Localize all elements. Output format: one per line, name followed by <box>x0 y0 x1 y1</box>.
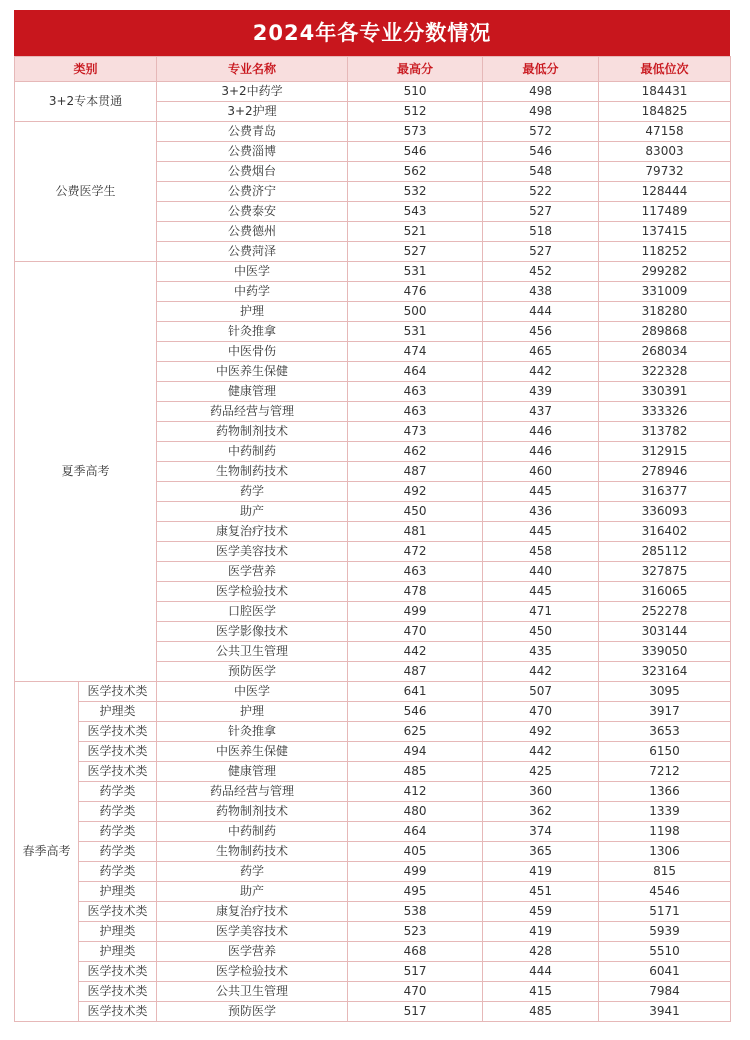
min-rank-cell: 3917 <box>599 702 731 722</box>
min-rank-cell: 289868 <box>599 322 731 342</box>
table-row <box>15 842 731 862</box>
header-category: 类别 <box>15 57 157 82</box>
subcategory-cell: 药学类 <box>79 822 157 842</box>
subcategory-cell: 药学类 <box>79 802 157 822</box>
max-score-cell: 487 <box>348 662 483 682</box>
header-min-score: 最低分 <box>483 57 599 82</box>
subcategory-cell: 药学类 <box>79 862 157 882</box>
min-rank-cell: 1198 <box>599 822 731 842</box>
min-rank-cell: 1339 <box>599 802 731 822</box>
max-score-cell: 487 <box>348 462 483 482</box>
min-rank-cell: 313782 <box>599 422 731 442</box>
subcategory-cell: 医学技术类 <box>79 762 157 782</box>
max-score-cell: 405 <box>348 842 483 862</box>
major-cell: 生物制药技术 <box>157 462 348 482</box>
min-score-cell: 437 <box>483 402 599 422</box>
max-score-cell: 462 <box>348 442 483 462</box>
major-cell: 公费德州 <box>157 222 348 242</box>
min-score-cell: 518 <box>483 222 599 242</box>
max-score-cell: 485 <box>348 762 483 782</box>
table-row <box>15 262 731 282</box>
major-cell: 3+2护理 <box>157 102 348 122</box>
major-cell: 药物制剂技术 <box>157 802 348 822</box>
min-score-cell: 548 <box>483 162 599 182</box>
major-cell: 护理 <box>157 702 348 722</box>
major-cell: 医学美容技术 <box>157 922 348 942</box>
major-cell: 预防医学 <box>157 662 348 682</box>
min-score-cell: 498 <box>483 102 599 122</box>
table-row <box>15 762 731 782</box>
category-cell: 夏季高考 <box>15 262 157 682</box>
max-score-cell: 473 <box>348 422 483 442</box>
max-score-cell: 464 <box>348 362 483 382</box>
min-rank-cell: 128444 <box>599 182 731 202</box>
table-row <box>15 702 731 722</box>
table-row <box>15 862 731 882</box>
major-cell: 预防医学 <box>157 1002 348 1022</box>
major-cell: 中医学 <box>157 262 348 282</box>
min-score-cell: 546 <box>483 142 599 162</box>
max-score-cell: 450 <box>348 502 483 522</box>
table-row <box>15 682 731 702</box>
max-score-cell: 478 <box>348 582 483 602</box>
max-score-cell: 412 <box>348 782 483 802</box>
min-score-cell: 445 <box>483 582 599 602</box>
min-rank-cell: 336093 <box>599 502 731 522</box>
category-cell: 3+2专本贯通 <box>15 82 157 122</box>
min-rank-cell: 318280 <box>599 302 731 322</box>
major-cell: 康复治疗技术 <box>157 902 348 922</box>
major-cell: 针灸推拿 <box>157 722 348 742</box>
min-rank-cell: 815 <box>599 862 731 882</box>
category-cell: 春季高考 <box>15 682 79 1022</box>
min-score-cell: 428 <box>483 942 599 962</box>
major-cell: 药学 <box>157 862 348 882</box>
major-cell: 药品经营与管理 <box>157 402 348 422</box>
header-major: 专业名称 <box>157 57 348 82</box>
max-score-cell: 512 <box>348 102 483 122</box>
min-score-cell: 415 <box>483 982 599 1002</box>
min-rank-cell: 83003 <box>599 142 731 162</box>
max-score-cell: 543 <box>348 202 483 222</box>
major-cell: 医学美容技术 <box>157 542 348 562</box>
max-score-cell: 517 <box>348 962 483 982</box>
min-rank-cell: 312915 <box>599 442 731 462</box>
min-score-cell: 492 <box>483 722 599 742</box>
min-rank-cell: 316402 <box>599 522 731 542</box>
min-rank-cell: 3095 <box>599 682 731 702</box>
min-rank-cell: 7212 <box>599 762 731 782</box>
subcategory-cell: 护理类 <box>79 922 157 942</box>
min-rank-cell: 4546 <box>599 882 731 902</box>
max-score-cell: 463 <box>348 382 483 402</box>
major-cell: 医学检验技术 <box>157 962 348 982</box>
max-score-cell: 468 <box>348 942 483 962</box>
max-score-cell: 523 <box>348 922 483 942</box>
min-score-cell: 485 <box>483 1002 599 1022</box>
max-score-cell: 495 <box>348 882 483 902</box>
max-score-cell: 641 <box>348 682 483 702</box>
min-rank-cell: 7984 <box>599 982 731 1002</box>
min-score-cell: 507 <box>483 682 599 702</box>
major-cell: 针灸推拿 <box>157 322 348 342</box>
subcategory-cell: 医学技术类 <box>79 902 157 922</box>
min-score-cell: 435 <box>483 642 599 662</box>
min-score-cell: 440 <box>483 562 599 582</box>
min-rank-cell: 137415 <box>599 222 731 242</box>
major-cell: 药物制剂技术 <box>157 422 348 442</box>
subcategory-cell: 药学类 <box>79 842 157 862</box>
subcategory-cell: 医学技术类 <box>79 682 157 702</box>
major-cell: 医学检验技术 <box>157 582 348 602</box>
min-rank-cell: 118252 <box>599 242 731 262</box>
major-cell: 助产 <box>157 502 348 522</box>
min-rank-cell: 323164 <box>599 662 731 682</box>
max-score-cell: 442 <box>348 642 483 662</box>
min-score-cell: 470 <box>483 702 599 722</box>
min-rank-cell: 47158 <box>599 122 731 142</box>
min-rank-cell: 252278 <box>599 602 731 622</box>
min-rank-cell: 6150 <box>599 742 731 762</box>
table-row <box>15 902 731 922</box>
max-score-cell: 546 <box>348 142 483 162</box>
subcategory-cell: 护理类 <box>79 942 157 962</box>
max-score-cell: 470 <box>348 982 483 1002</box>
min-score-cell: 419 <box>483 862 599 882</box>
max-score-cell: 510 <box>348 82 483 102</box>
min-score-cell: 425 <box>483 762 599 782</box>
table-row <box>15 82 731 102</box>
min-score-cell: 471 <box>483 602 599 622</box>
table-row <box>15 962 731 982</box>
min-rank-cell: 5510 <box>599 942 731 962</box>
max-score-cell: 472 <box>348 542 483 562</box>
min-score-cell: 451 <box>483 882 599 902</box>
major-cell: 药学 <box>157 482 348 502</box>
major-cell: 公费济宁 <box>157 182 348 202</box>
major-cell: 公共卫生管理 <box>157 982 348 1002</box>
min-score-cell: 456 <box>483 322 599 342</box>
min-score-cell: 498 <box>483 82 599 102</box>
major-cell: 助产 <box>157 882 348 902</box>
major-cell: 健康管理 <box>157 382 348 402</box>
subcategory-cell: 医学技术类 <box>79 982 157 1002</box>
table-row <box>15 802 731 822</box>
min-rank-cell: 331009 <box>599 282 731 302</box>
major-cell: 医学营养 <box>157 942 348 962</box>
major-cell: 中药制药 <box>157 822 348 842</box>
table-row <box>15 942 731 962</box>
subcategory-cell: 医学技术类 <box>79 722 157 742</box>
max-score-cell: 470 <box>348 622 483 642</box>
min-rank-cell: 184825 <box>599 102 731 122</box>
max-score-cell: 474 <box>348 342 483 362</box>
max-score-cell: 481 <box>348 522 483 542</box>
max-score-cell: 531 <box>348 322 483 342</box>
table-row <box>15 122 731 142</box>
table-row <box>15 742 731 762</box>
min-score-cell: 445 <box>483 482 599 502</box>
min-rank-cell: 339050 <box>599 642 731 662</box>
min-rank-cell: 285112 <box>599 542 731 562</box>
table-row <box>15 882 731 902</box>
max-score-cell: 499 <box>348 602 483 622</box>
table-row <box>15 782 731 802</box>
subcategory-cell: 医学技术类 <box>79 962 157 982</box>
subcategory-cell: 护理类 <box>79 702 157 722</box>
major-cell: 公费烟台 <box>157 162 348 182</box>
min-score-cell: 444 <box>483 302 599 322</box>
header-max-score: 最高分 <box>348 57 483 82</box>
max-score-cell: 480 <box>348 802 483 822</box>
min-score-cell: 438 <box>483 282 599 302</box>
major-cell: 3+2中药学 <box>157 82 348 102</box>
table-row <box>15 922 731 942</box>
min-score-cell: 527 <box>483 242 599 262</box>
major-cell: 药品经营与管理 <box>157 782 348 802</box>
major-cell: 中药学 <box>157 282 348 302</box>
max-score-cell: 521 <box>348 222 483 242</box>
max-score-cell: 464 <box>348 822 483 842</box>
max-score-cell: 527 <box>348 242 483 262</box>
major-cell: 公费泰安 <box>157 202 348 222</box>
min-rank-cell: 333326 <box>599 402 731 422</box>
min-rank-cell: 3941 <box>599 1002 731 1022</box>
major-cell: 中医养生保健 <box>157 362 348 382</box>
min-score-cell: 442 <box>483 362 599 382</box>
major-cell: 中医骨伤 <box>157 342 348 362</box>
min-rank-cell: 1366 <box>599 782 731 802</box>
max-score-cell: 492 <box>348 482 483 502</box>
major-cell: 护理 <box>157 302 348 322</box>
min-rank-cell: 330391 <box>599 382 731 402</box>
major-cell: 公费青岛 <box>157 122 348 142</box>
min-score-cell: 446 <box>483 442 599 462</box>
major-cell: 健康管理 <box>157 762 348 782</box>
subcategory-cell: 护理类 <box>79 882 157 902</box>
max-score-cell: 500 <box>348 302 483 322</box>
major-cell: 医学影像技术 <box>157 622 348 642</box>
min-score-cell: 522 <box>483 182 599 202</box>
min-score-cell: 446 <box>483 422 599 442</box>
subcategory-cell: 药学类 <box>79 782 157 802</box>
min-score-cell: 465 <box>483 342 599 362</box>
min-rank-cell: 117489 <box>599 202 731 222</box>
min-score-cell: 527 <box>483 202 599 222</box>
max-score-cell: 573 <box>348 122 483 142</box>
min-rank-cell: 278946 <box>599 462 731 482</box>
max-score-cell: 625 <box>348 722 483 742</box>
table-body <box>15 82 731 1022</box>
min-score-cell: 436 <box>483 502 599 522</box>
min-score-cell: 442 <box>483 742 599 762</box>
min-score-cell: 459 <box>483 902 599 922</box>
max-score-cell: 494 <box>348 742 483 762</box>
score-table <box>14 56 731 1022</box>
max-score-cell: 532 <box>348 182 483 202</box>
min-rank-cell: 5939 <box>599 922 731 942</box>
table-row <box>15 722 731 742</box>
min-rank-cell: 322328 <box>599 362 731 382</box>
min-score-cell: 572 <box>483 122 599 142</box>
min-score-cell: 458 <box>483 542 599 562</box>
major-cell: 公共卫生管理 <box>157 642 348 662</box>
table-header-row <box>15 57 731 82</box>
min-score-cell: 365 <box>483 842 599 862</box>
major-cell: 康复治疗技术 <box>157 522 348 542</box>
major-cell: 中药制药 <box>157 442 348 462</box>
min-score-cell: 450 <box>483 622 599 642</box>
major-cell: 公费菏泽 <box>157 242 348 262</box>
max-score-cell: 517 <box>348 1002 483 1022</box>
min-score-cell: 362 <box>483 802 599 822</box>
max-score-cell: 562 <box>348 162 483 182</box>
max-score-cell: 546 <box>348 702 483 722</box>
major-cell: 口腔医学 <box>157 602 348 622</box>
score-table-panel <box>14 10 730 1022</box>
min-rank-cell: 6041 <box>599 962 731 982</box>
header-min-rank: 最低位次 <box>599 57 731 82</box>
table-row <box>15 1002 731 1022</box>
min-score-cell: 360 <box>483 782 599 802</box>
major-cell: 公费淄博 <box>157 142 348 162</box>
major-cell: 中医学 <box>157 682 348 702</box>
subcategory-cell: 医学技术类 <box>79 742 157 762</box>
min-score-cell: 452 <box>483 262 599 282</box>
min-rank-cell: 268034 <box>599 342 731 362</box>
major-cell: 中医养生保健 <box>157 742 348 762</box>
min-score-cell: 374 <box>483 822 599 842</box>
major-cell: 生物制药技术 <box>157 842 348 862</box>
min-score-cell: 442 <box>483 662 599 682</box>
max-score-cell: 499 <box>348 862 483 882</box>
category-cell: 公费医学生 <box>15 122 157 262</box>
table-row <box>15 982 731 1002</box>
min-score-cell: 439 <box>483 382 599 402</box>
min-rank-cell: 5171 <box>599 902 731 922</box>
min-rank-cell: 1306 <box>599 842 731 862</box>
max-score-cell: 538 <box>348 902 483 922</box>
min-rank-cell: 79732 <box>599 162 731 182</box>
min-score-cell: 444 <box>483 962 599 982</box>
min-rank-cell: 316377 <box>599 482 731 502</box>
max-score-cell: 463 <box>348 562 483 582</box>
min-rank-cell: 299282 <box>599 262 731 282</box>
min-score-cell: 460 <box>483 462 599 482</box>
max-score-cell: 463 <box>348 402 483 422</box>
max-score-cell: 531 <box>348 262 483 282</box>
min-score-cell: 445 <box>483 522 599 542</box>
min-rank-cell: 303144 <box>599 622 731 642</box>
table-row <box>15 822 731 842</box>
page-title: 2024年各专业分数情况 <box>14 10 730 56</box>
min-rank-cell: 327875 <box>599 562 731 582</box>
major-cell: 医学营养 <box>157 562 348 582</box>
min-rank-cell: 316065 <box>599 582 731 602</box>
max-score-cell: 476 <box>348 282 483 302</box>
subcategory-cell: 医学技术类 <box>79 1002 157 1022</box>
min-score-cell: 419 <box>483 922 599 942</box>
min-rank-cell: 184431 <box>599 82 731 102</box>
min-rank-cell: 3653 <box>599 722 731 742</box>
